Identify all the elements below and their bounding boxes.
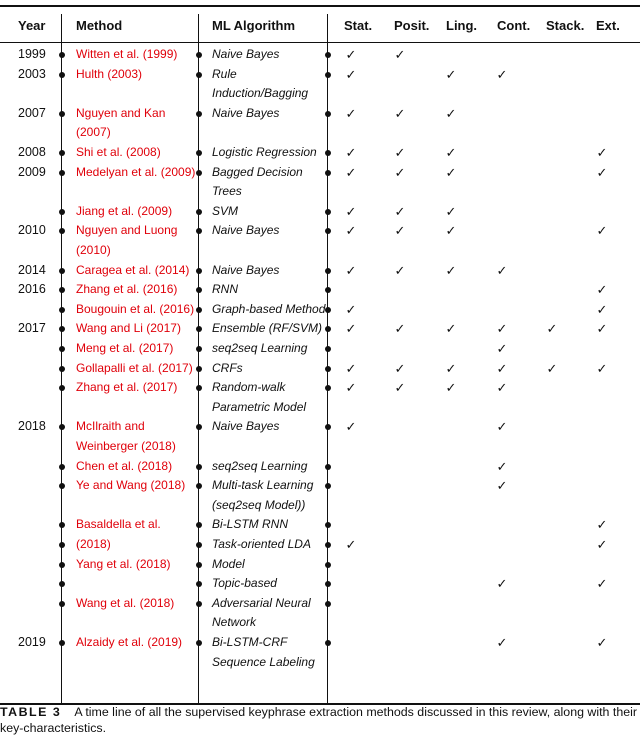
check-mark: ✓ — [394, 321, 406, 337]
row-separator-dot — [325, 170, 331, 176]
row-separator-dot — [325, 601, 331, 607]
top-rule — [0, 5, 640, 7]
check-mark: ✓ — [445, 380, 457, 396]
row-separator-dot — [325, 464, 331, 470]
check-mark: ✓ — [445, 203, 457, 219]
method-citation: McIlraith and — [76, 419, 145, 434]
algorithm-cell: Random-walk — [212, 380, 286, 395]
row-separator-dot — [325, 483, 331, 489]
algorithm-cell: seq2seq Learning — [212, 341, 308, 355]
check-mark: ✓ — [596, 517, 608, 533]
row-separator-dot — [325, 287, 331, 293]
column-separator-method — [198, 14, 199, 703]
row-separator-dot — [196, 307, 202, 313]
check-mark: ✓ — [496, 341, 508, 356]
check-mark: ✓ — [345, 203, 357, 219]
header-ling: Ling. — [446, 18, 478, 33]
row-separator-dot — [59, 52, 65, 58]
check-mark: ✓ — [496, 635, 508, 650]
check-mark: ✓ — [596, 537, 608, 552]
check-mark: ✓ — [345, 66, 357, 82]
algorithm-cell: Ensemble (RF/SVM) — [212, 321, 323, 336]
check-mark: ✓ — [445, 360, 457, 376]
row-separator-dot — [59, 542, 65, 548]
row-separator-dot — [59, 601, 65, 607]
caption-label: TABLE 3 — [0, 705, 62, 719]
check-mark: ✓ — [496, 419, 508, 435]
method-citation: Witten et al. (1999) — [76, 47, 178, 61]
row-separator-dot — [325, 326, 331, 332]
row-separator-dot — [196, 111, 202, 117]
algorithm-cell: (seq2seq Model)) — [212, 497, 306, 512]
year-cell: 2019 — [18, 635, 46, 649]
year-cell: 2014 — [18, 262, 46, 277]
algorithm-cell: Graph-based Method — [212, 301, 326, 316]
row-separator-dot — [196, 385, 202, 391]
check-mark: ✓ — [345, 537, 357, 552]
check-mark: ✓ — [345, 360, 357, 376]
method-citation: Gollapalli et al. (2017) — [76, 360, 193, 375]
row-separator-dot — [59, 522, 65, 528]
method-citation: Shi et al. (2008) — [76, 145, 161, 159]
check-mark: ✓ — [345, 164, 357, 180]
row-separator-dot — [325, 366, 331, 372]
row-separator-dot — [196, 170, 202, 176]
algorithm-cell: Trees — [212, 184, 242, 199]
row-separator-dot — [59, 640, 65, 646]
check-mark: ✓ — [394, 47, 406, 62]
method-citation: Nguyen and Luong — [76, 223, 178, 238]
method-citation: Wang et al. (2018) — [76, 595, 175, 610]
row-separator-dot — [325, 522, 331, 528]
row-separator-dot — [196, 346, 202, 352]
row-separator-dot — [325, 228, 331, 234]
row-separator-dot — [325, 346, 331, 352]
header-algorithm: ML Algorithm — [212, 18, 296, 33]
row-separator-dot — [59, 346, 65, 352]
check-mark: ✓ — [596, 360, 608, 376]
check-mark: ✓ — [596, 164, 608, 180]
row-separator-dot — [196, 268, 202, 274]
algorithm-cell: Rule — [212, 66, 237, 81]
row-separator-dot — [59, 385, 65, 391]
row-separator-dot — [196, 522, 202, 528]
check-mark: ✓ — [596, 145, 608, 160]
algorithm-cell: Naive Bayes — [212, 47, 280, 61]
method-citation: Chen et al. (2018) — [76, 458, 173, 473]
algorithm-cell: Bi-LSTM RNN — [212, 517, 289, 532]
year-cell: 2009 — [18, 164, 46, 179]
header-stack: Stack. — [546, 18, 585, 33]
row-separator-dot — [196, 228, 202, 234]
year-cell: 1999 — [18, 47, 46, 61]
year-cell: 2016 — [18, 282, 46, 297]
column-separator-year — [61, 14, 62, 703]
check-mark: ✓ — [345, 47, 357, 62]
row-separator-dot — [59, 228, 65, 234]
row-separator-dot — [196, 366, 202, 372]
algorithm-cell: Naive Bayes — [212, 419, 280, 434]
check-mark: ✓ — [596, 576, 608, 592]
row-separator-dot — [325, 581, 331, 587]
check-mark: ✓ — [394, 105, 406, 121]
header-year: Year — [18, 18, 46, 33]
check-mark: ✓ — [596, 301, 608, 317]
row-separator-dot — [325, 424, 331, 430]
check-mark: ✓ — [496, 360, 508, 376]
check-mark: ✓ — [496, 66, 508, 82]
row-separator-dot — [196, 424, 202, 430]
method-citation: Jiang et al. (2009) — [76, 203, 173, 218]
method-citation: Yang et al. (2018) — [76, 556, 171, 571]
header-cont: Cont. — [497, 18, 531, 33]
method-citation: Basaldella et al. — [76, 517, 161, 532]
row-separator-dot — [325, 640, 331, 646]
header-posit: Posit. — [394, 18, 430, 33]
row-separator-dot — [325, 542, 331, 548]
algorithm-cell: Multi-task Learning — [212, 478, 314, 493]
algorithm-cell: seq2seq Learning — [212, 458, 308, 473]
check-mark: ✓ — [345, 380, 357, 396]
row-separator-dot — [196, 287, 202, 293]
algorithm-cell: Naive Bayes — [212, 223, 280, 238]
column-separator-algorithm — [327, 14, 328, 703]
header-ext: Ext. — [596, 18, 620, 33]
row-separator-dot — [59, 287, 65, 293]
check-mark: ✓ — [394, 262, 406, 278]
method-citation: Nguyen and Kan — [76, 105, 166, 120]
method-citation: Alzaidy et al. (2019) — [76, 635, 183, 649]
row-separator-dot — [196, 483, 202, 489]
row-separator-dot — [325, 150, 331, 156]
check-mark: ✓ — [345, 419, 357, 435]
table-caption — [0, 704, 640, 736]
algorithm-cell: Naive Bayes — [212, 105, 280, 120]
row-separator-dot — [196, 326, 202, 332]
algorithm-cell: Model — [212, 556, 245, 571]
check-mark: ✓ — [394, 223, 406, 239]
algorithm-cell: Network — [212, 615, 257, 630]
row-separator-dot — [59, 209, 65, 215]
header-rule — [0, 42, 640, 43]
row-separator-dot — [196, 542, 202, 548]
check-mark: ✓ — [345, 105, 357, 121]
algorithm-cell: Parametric Model — [212, 399, 307, 414]
row-separator-dot — [59, 111, 65, 117]
check-mark: ✓ — [345, 223, 357, 239]
check-mark: ✓ — [394, 360, 406, 376]
check-mark: ✓ — [345, 321, 357, 337]
algorithm-cell: SVM — [212, 203, 239, 218]
check-mark: ✓ — [546, 360, 558, 376]
check-mark: ✓ — [345, 262, 357, 278]
check-mark: ✓ — [445, 66, 457, 82]
header-method: Method — [76, 18, 123, 33]
check-mark: ✓ — [496, 478, 508, 494]
row-separator-dot — [59, 170, 65, 176]
row-separator-dot — [59, 326, 65, 332]
method-citation: (2010) — [76, 243, 111, 257]
row-separator-dot — [59, 268, 65, 274]
algorithm-cell: Bagged Decision — [212, 164, 303, 179]
method-citation: Caragea et al. (2014) — [76, 262, 190, 277]
row-separator-dot — [325, 209, 331, 215]
row-separator-dot — [325, 268, 331, 274]
row-separator-dot — [325, 72, 331, 78]
caption-text: A time line of all the supervised keyphrase extraction methods discussed in this review, along with their key-characteristics. — [0, 705, 637, 735]
row-separator-dot — [196, 640, 202, 646]
row-separator-dot — [325, 562, 331, 568]
check-mark: ✓ — [496, 380, 508, 396]
row-separator-dot — [196, 209, 202, 215]
algorithm-cell: CRFs — [212, 360, 243, 375]
check-mark: ✓ — [445, 164, 457, 180]
row-separator-dot — [59, 581, 65, 587]
check-mark: ✓ — [596, 635, 608, 650]
method-citation: (2007) — [76, 125, 111, 140]
method-citation: (2018) — [76, 537, 111, 551]
algorithm-cell: RNN — [212, 282, 238, 297]
algorithm-cell: Logistic Regression — [212, 145, 317, 159]
algorithm-cell: Bi-LSTM-CRF — [212, 635, 288, 649]
row-separator-dot — [196, 464, 202, 470]
algorithm-cell: Sequence Labeling — [212, 654, 315, 669]
row-separator-dot — [59, 483, 65, 489]
row-separator-dot — [196, 72, 202, 78]
year-cell: 2003 — [18, 66, 46, 81]
year-cell: 2010 — [18, 223, 46, 238]
row-separator-dot — [59, 424, 65, 430]
row-separator-dot — [196, 581, 202, 587]
method-citation: Bougouin et al. (2016) — [76, 301, 195, 316]
method-citation: Medelyan et al. (2009) — [76, 164, 196, 179]
check-mark: ✓ — [445, 321, 457, 337]
method-citation: Zhang et al. (2017) — [76, 380, 178, 395]
check-mark: ✓ — [345, 301, 357, 317]
check-mark: ✓ — [596, 223, 608, 239]
row-separator-dot — [59, 464, 65, 470]
method-citation: Hulth (2003) — [76, 66, 143, 81]
method-citation: Wang and Li (2017) — [76, 321, 181, 336]
row-separator-dot — [325, 52, 331, 58]
row-separator-dot — [325, 111, 331, 117]
check-mark: ✓ — [445, 262, 457, 278]
algorithm-cell: Topic-based — [212, 576, 277, 591]
check-mark: ✓ — [394, 203, 406, 219]
check-mark: ✓ — [445, 223, 457, 239]
check-mark: ✓ — [394, 145, 406, 160]
row-separator-dot — [325, 385, 331, 391]
check-mark: ✓ — [546, 321, 558, 337]
check-mark: ✓ — [596, 282, 608, 298]
method-citation: Weinberger (2018) — [76, 439, 176, 453]
algorithm-cell: Naive Bayes — [212, 262, 280, 277]
check-mark: ✓ — [496, 262, 508, 278]
check-mark: ✓ — [394, 164, 406, 180]
row-separator-dot — [196, 562, 202, 568]
header-stat: Stat. — [344, 18, 373, 33]
method-citation: Meng et al. (2017) — [76, 341, 174, 355]
year-cell: 2018 — [18, 419, 46, 434]
check-mark: ✓ — [345, 145, 357, 160]
row-separator-dot — [59, 307, 65, 313]
method-citation: Ye and Wang (2018) — [76, 478, 186, 493]
check-mark: ✓ — [496, 458, 508, 474]
algorithm-cell: Task-oriented LDA — [212, 537, 311, 551]
year-cell: 2008 — [18, 145, 46, 159]
algorithm-cell: Induction/Bagging — [212, 86, 309, 101]
row-separator-dot — [196, 52, 202, 58]
year-cell: 2017 — [18, 321, 46, 336]
row-separator-dot — [59, 562, 65, 568]
row-separator-dot — [196, 601, 202, 607]
check-mark: ✓ — [394, 380, 406, 396]
row-separator-dot — [59, 72, 65, 78]
row-separator-dot — [196, 150, 202, 156]
check-mark: ✓ — [596, 321, 608, 337]
method-citation: Zhang et al. (2016) — [76, 282, 178, 297]
row-separator-dot — [59, 150, 65, 156]
check-mark: ✓ — [445, 105, 457, 121]
check-mark: ✓ — [445, 145, 457, 160]
check-mark: ✓ — [496, 576, 508, 592]
check-mark: ✓ — [496, 321, 508, 337]
year-cell: 2007 — [18, 105, 46, 120]
algorithm-cell: Adversarial Neural — [212, 595, 311, 610]
row-separator-dot — [59, 366, 65, 372]
